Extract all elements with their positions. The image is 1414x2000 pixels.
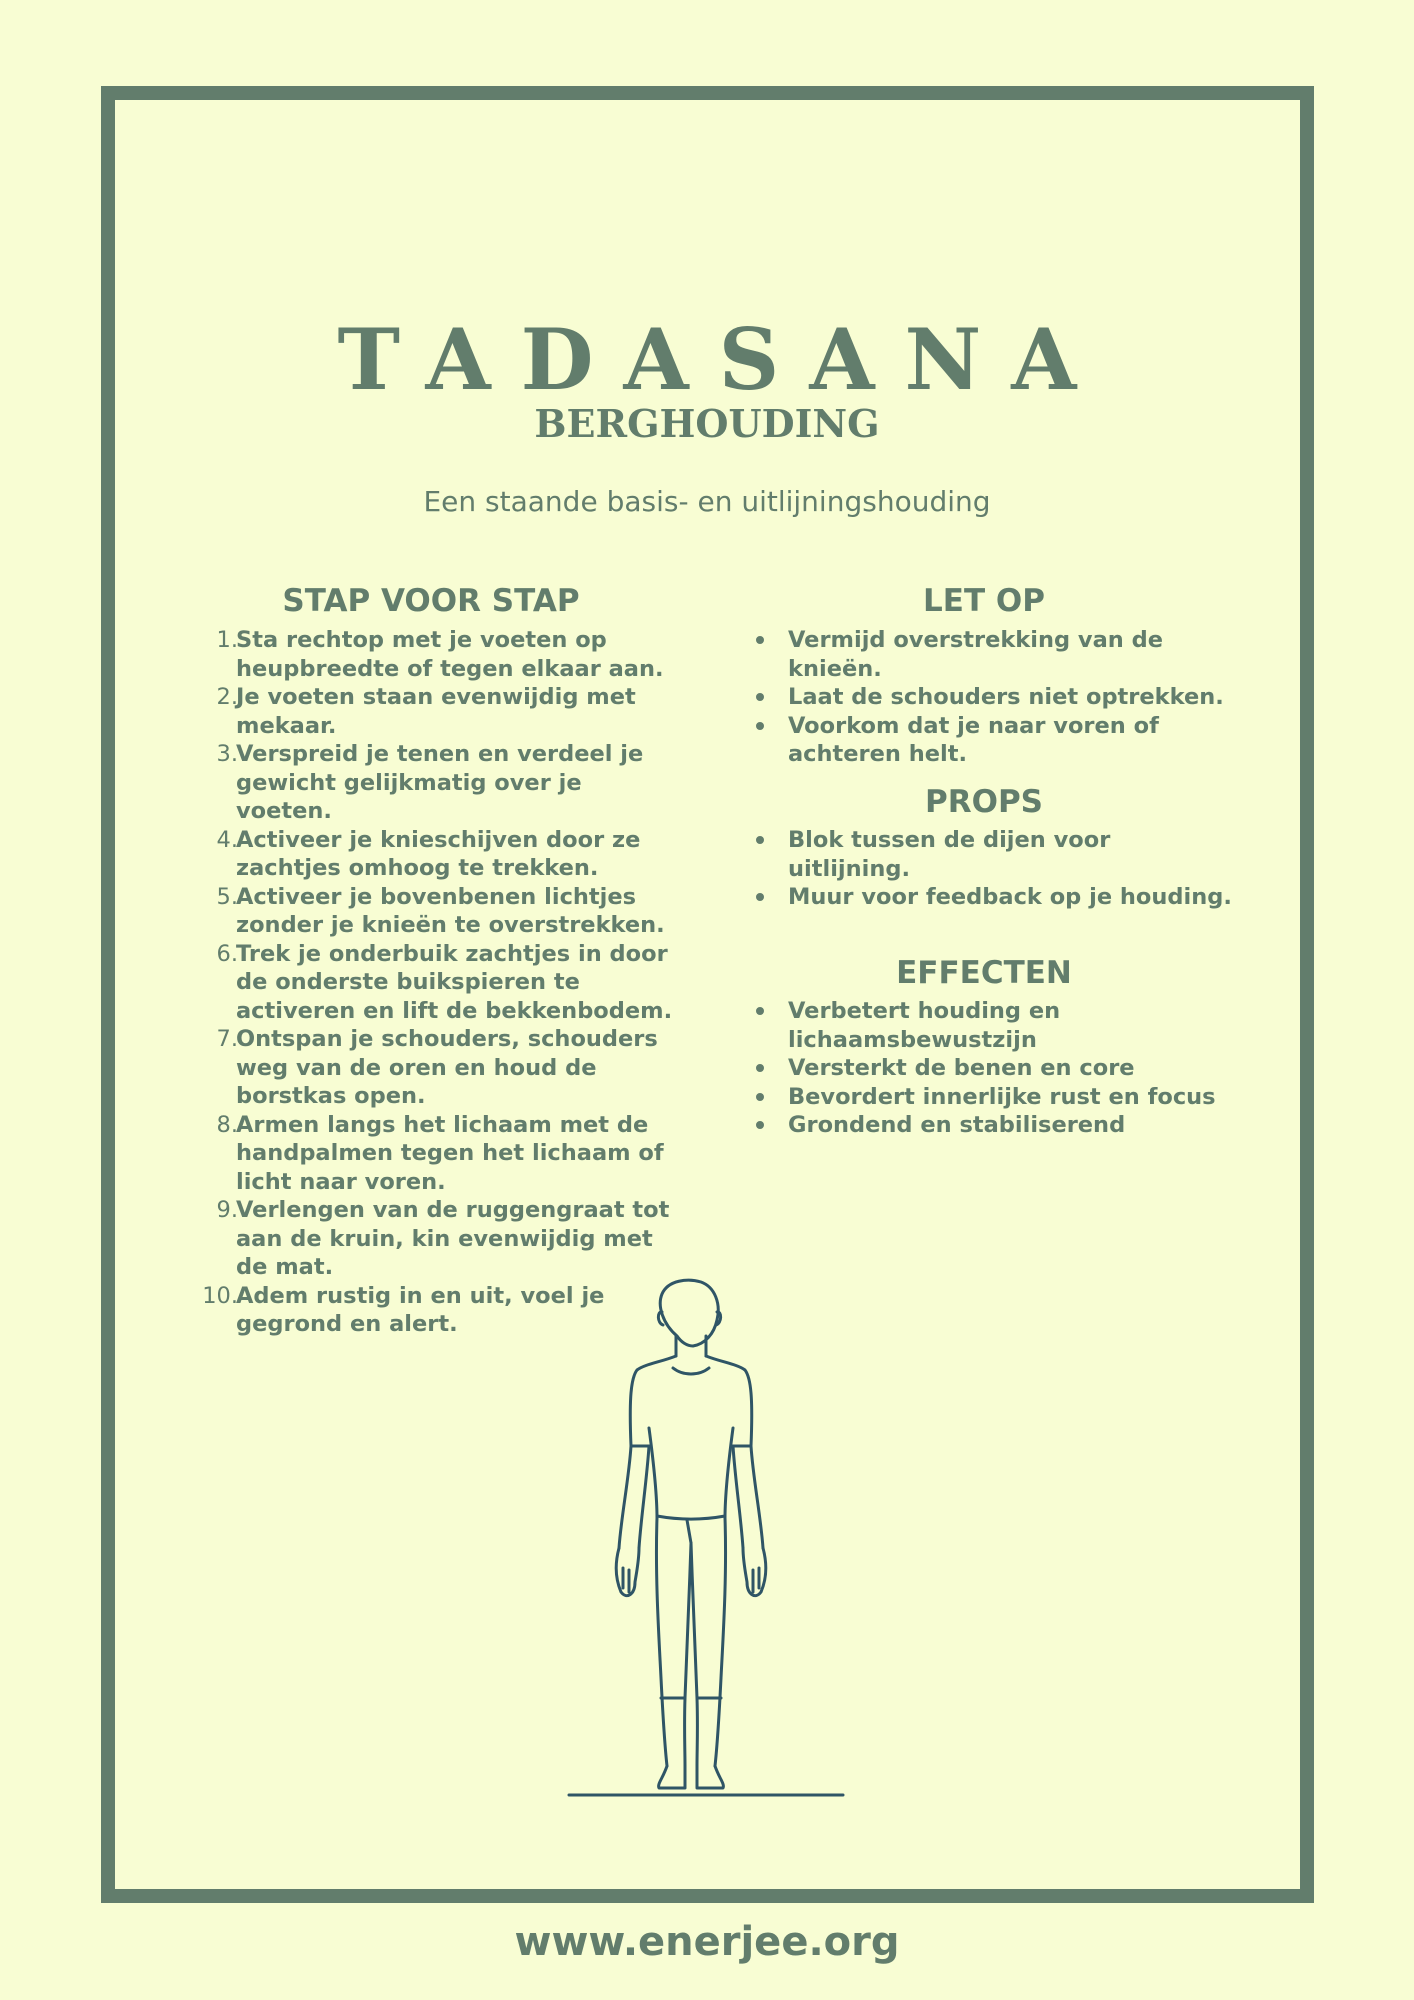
props-heading: PROPS xyxy=(925,784,1043,820)
steps-list xyxy=(202,626,680,1339)
list-item: Laat de schouders niet optrekken. xyxy=(754,683,1234,712)
list-item: Voorkom dat je naar voren of achteren helt. xyxy=(754,712,1234,769)
list-item: 6. Trek je onderbuik zachtjes in door de onderste buikspieren te activeren en lift de bekkenbodem. xyxy=(216,940,673,1024)
footer-url: www.enerjee.org xyxy=(514,1919,900,1965)
list-item: Versterkt de benen en core xyxy=(754,1054,1234,1083)
standing-person-illustration xyxy=(565,1278,865,1808)
list-item: Bevordert innerlijke rust en focus xyxy=(754,1083,1234,1112)
list-item: Grondend en stabiliserend xyxy=(754,1111,1234,1140)
effecten-list xyxy=(754,997,1234,1140)
list-item: 10. Adem rustig in en uit, voel je gegrond en alert. xyxy=(202,1282,605,1337)
let-op-list xyxy=(754,626,1234,769)
list-item: Vermijd overstrekking van de knieën. xyxy=(754,626,1234,683)
tagline: Een staande basis- en uitlijningshouding xyxy=(423,485,991,518)
list-item: 1. Sta rechtop met je voeten op heupbreedte of tegen elkaar aan. xyxy=(216,627,664,682)
page-title: TADASANA xyxy=(337,310,1107,409)
steps-heading: STAP VOOR STAP xyxy=(282,583,580,619)
list-item: 5. Activeer je bovenbenen lichtjes zonder je knieën te overstrekken. xyxy=(216,883,665,938)
list-item: 7. Ontspan je schouders, schouders weg van de oren en houd de borstkas open. xyxy=(216,1026,658,1109)
props-list xyxy=(754,826,1234,912)
list-item: 3. Verspreid je tenen en verdeel je gewicht gelijkmatig over je voeten. xyxy=(216,741,644,824)
let-op-heading: LET OP xyxy=(923,583,1045,619)
list-item: 4. Activeer je knieschijven door ze zachtjes omhoog te trekken. xyxy=(216,826,641,881)
list-item: 8. Armen langs het lichaam met de handpalmen tegen het lichaam of licht naar voren. xyxy=(216,1111,664,1195)
list-item: Blok tussen de dijen voor uitlijning. xyxy=(754,826,1234,883)
list-item: Verbetert houding en lichaamsbewustzijn xyxy=(754,997,1234,1054)
page-subtitle: BERGHOUDING xyxy=(534,401,880,446)
list-item: 2. Je voeten staan evenwijdig met mekaar. xyxy=(216,684,636,739)
list-item: 9. Verlengen van de ruggengraat tot aan de kruin, kin evenwijdig met de mat. xyxy=(216,1197,670,1280)
list-item: Muur voor feedback op je houding. xyxy=(754,883,1234,912)
effecten-heading: EFFECTEN xyxy=(896,955,1072,991)
